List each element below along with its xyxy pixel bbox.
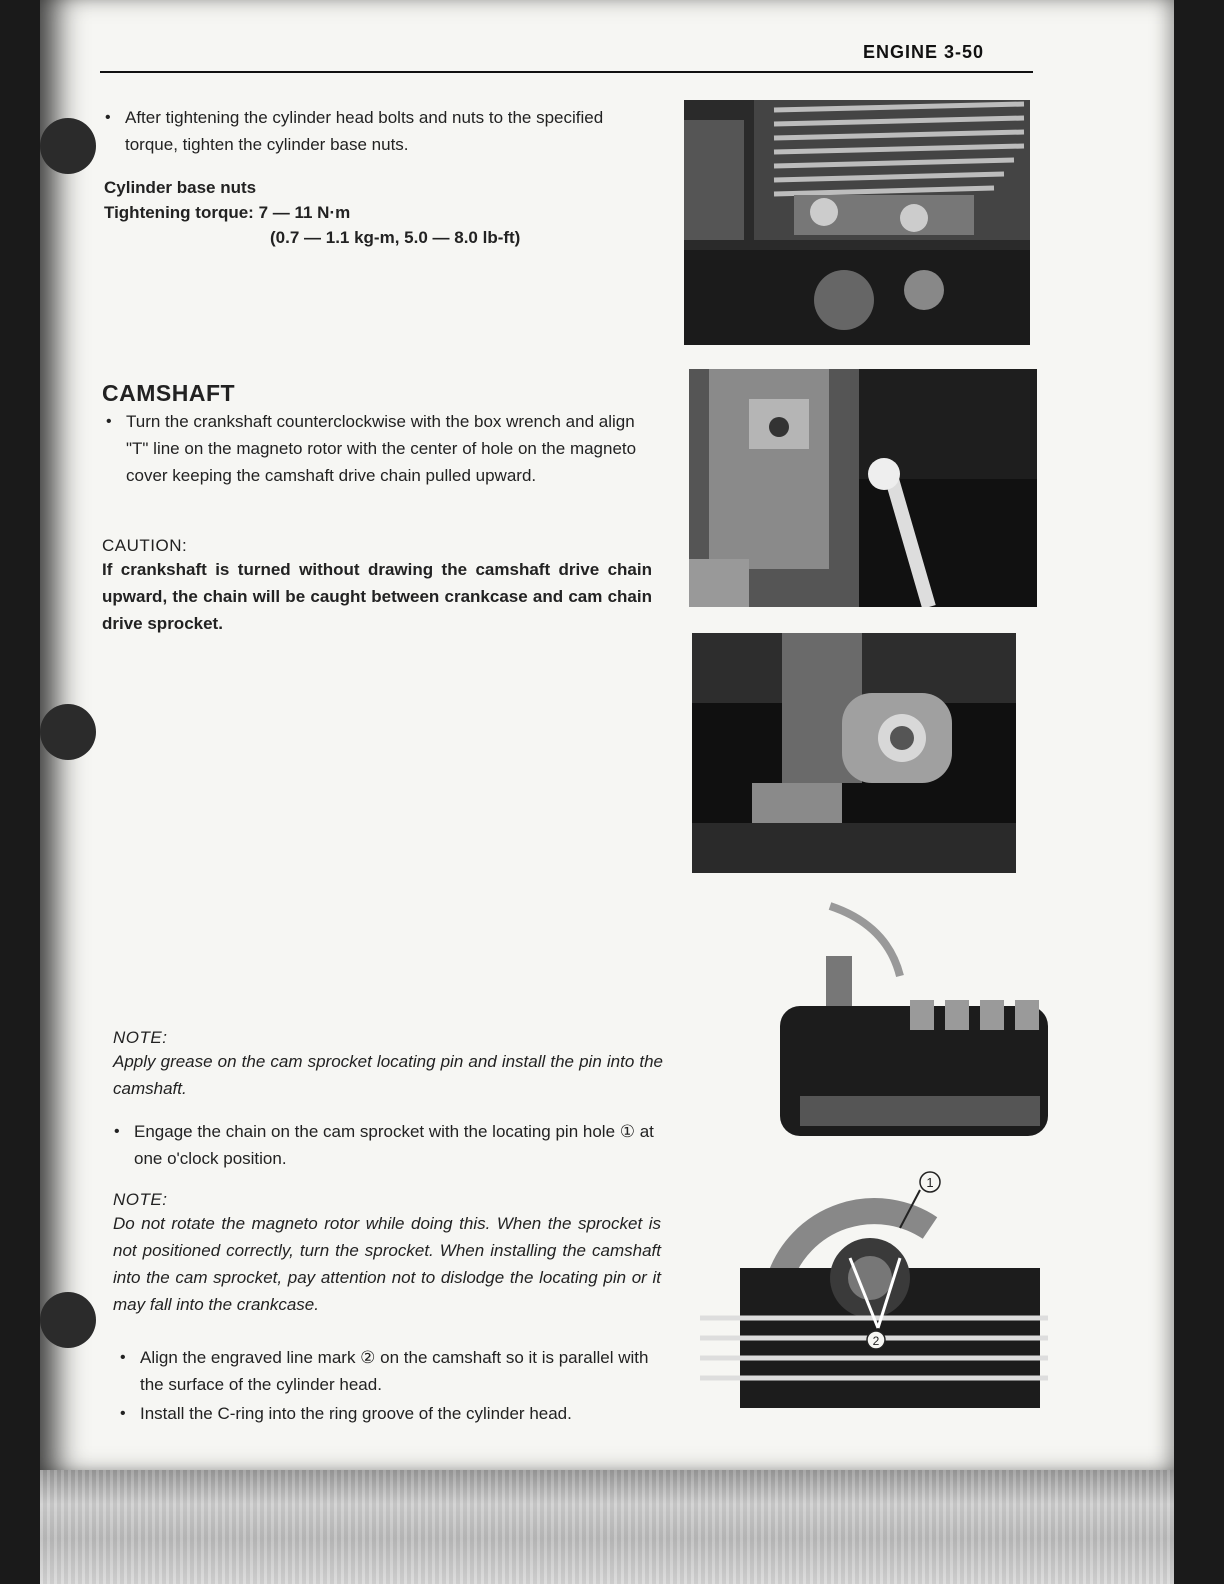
camshaft-bullet-3-text: Align the engraved line mark ② on the camshaft so it is parallel with the surface of the cylinder head. [140, 1348, 649, 1394]
camshaft-bullet-1 [106, 408, 654, 489]
binder-punch-hole [40, 704, 96, 760]
intro-bullet-text: After tightening the cylinder head bolts and nuts to the specified torque, tighten the cylinder base nuts. [125, 108, 604, 154]
camshaft-bullet-3 [120, 1344, 668, 1398]
header-page-number: 3-50 [943, 42, 984, 62]
spec-label: Tightening torque: [104, 203, 254, 222]
header-section: ENGINE [862, 42, 938, 62]
photo-cylinder-base-nuts [684, 100, 1030, 345]
photo-magneto-cover-hole [692, 633, 1016, 873]
camshaft-bullet-2 [114, 1118, 660, 1172]
section-title: CAMSHAFT [102, 380, 236, 406]
binder-punch-hole [40, 1292, 96, 1348]
photo-crankshaft-box-wrench [689, 369, 1037, 607]
spec-torque [104, 203, 350, 223]
camshaft-bullet-1-text: Turn the crankshaft counterclockwise with the box wrench and align "T" line on the magneto rotor with the center of hole on the magneto cover keeping the camshaft drive chain pulled upward. [126, 412, 637, 485]
camshaft-bullet-4-text: Install the C-ring into the ring groove of the cylinder head. [140, 1404, 572, 1423]
camshaft-bullet-4 [120, 1400, 668, 1427]
spec-value: 7 — 11 N·m [258, 203, 351, 222]
note-2-text: Do not rotate the magneto rotor while doing this. When the sprocket is not positioned correctly, turn the sprocket. When installing the camshaft into the cam sprocket, pay attention not to dislodge the locating pin or it may fall into the crankcase. [113, 1214, 661, 1314]
photo-cylinder-head-sprocket [700, 1168, 1048, 1408]
scan-bottom-edge [40, 1470, 1174, 1584]
binder-punch-hole [40, 118, 96, 174]
note-1-label: NOTE: [113, 1028, 168, 1047]
spec-name: Cylinder base nuts [104, 178, 257, 197]
page-header [863, 42, 984, 63]
bullet-dot: • [120, 1349, 126, 1366]
bullet-dot: • [114, 1123, 120, 1140]
camshaft-bullet-2-text: Engage the chain on the cam sprocket with the locating pin hole ① at one o'clock position. [134, 1122, 654, 1168]
svg-text:1: 1 [926, 1175, 934, 1190]
header-rule [100, 71, 1033, 73]
spec-alt-units: (0.7 — 1.1 kg-m, 5.0 — 8.0 lb-ft) [270, 228, 521, 247]
photo-cam-sprocket-pin [740, 896, 1048, 1138]
note-1-text: Apply grease on the cam sprocket locating pin and install the pin into the camshaft. [113, 1052, 663, 1098]
intro-bullet [105, 104, 655, 158]
caution-text: If crankshaft is turned without drawing the camshaft drive chain upward, the chain will be caught between crankcase and cam chain drive sprocket. [102, 560, 652, 633]
bullet-dot: • [105, 109, 111, 126]
bullet-dot: • [120, 1405, 126, 1422]
note-2-label: NOTE: [113, 1190, 168, 1209]
svg-text:2: 2 [872, 1334, 880, 1348]
caution-label: CAUTION: [102, 536, 188, 555]
bullet-dot: • [106, 413, 112, 430]
